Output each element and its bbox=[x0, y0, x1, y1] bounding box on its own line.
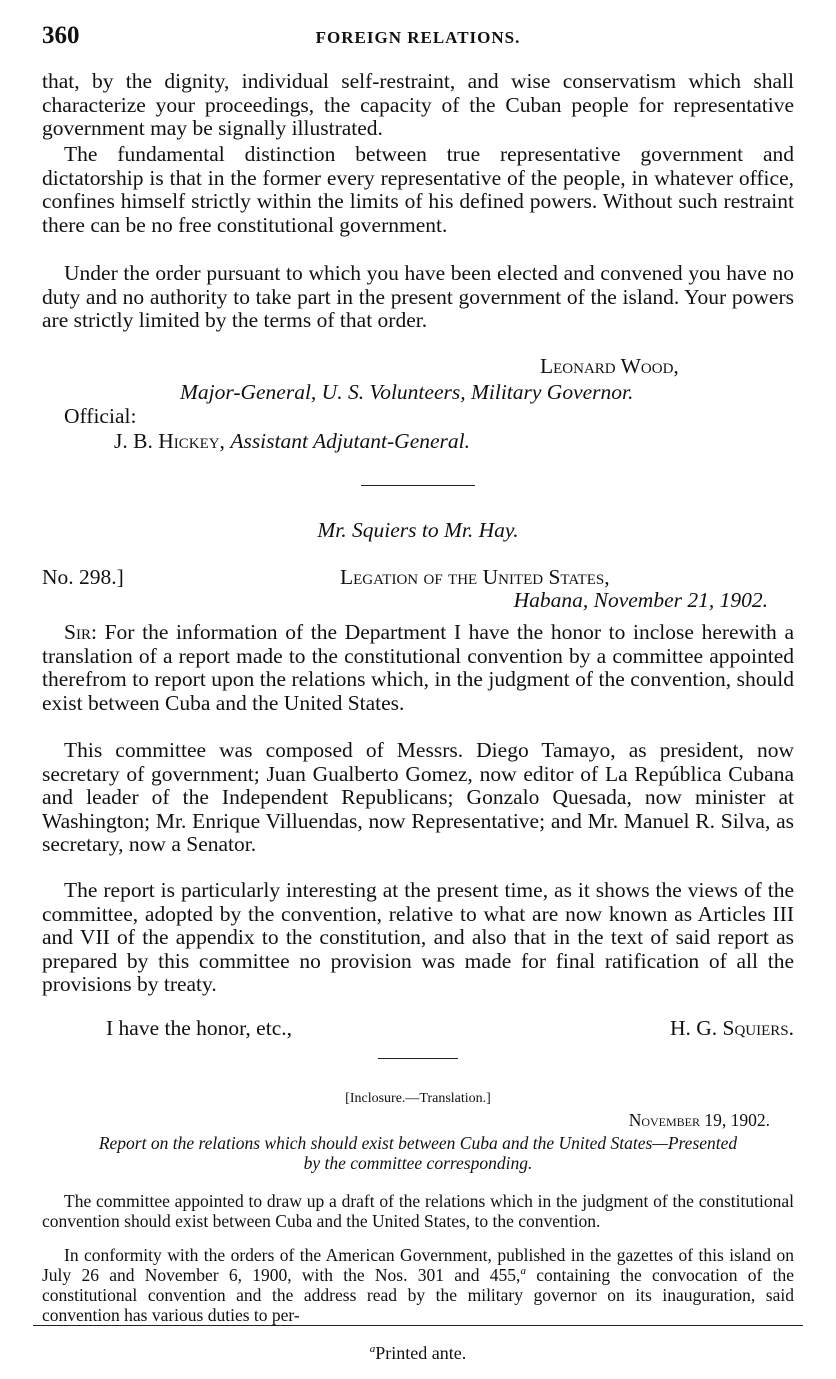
signature-title-wood: Major-General, U. S. Volunteers, Military Governor. bbox=[180, 380, 634, 404]
inclosure-label: [Inclosure.—Translation.] bbox=[345, 1091, 491, 1106]
paragraph-6: The report is particularly interesting at the present time, as it shows the views of the committee, adopted by the convention, relative to what are now known as Articles III and VII of the appendix to the constitution, and also that in the text of said report as prepared by this committee no provision was made for final ratification of all the provisions by treaty. bbox=[42, 878, 794, 996]
section-divider-1 bbox=[361, 485, 475, 486]
letter-heading: Mr. Squiers to Mr. Hay. bbox=[317, 518, 519, 542]
footnote-rule bbox=[33, 1325, 803, 1326]
paragraph-3: Under the order pursuant to which you have been elected and convened you have no duty and no authority to take part in the present government of the island. Your powers are strictly limited by the terms of that order. bbox=[42, 261, 794, 332]
inclosure-date: November 19, 1902. bbox=[628, 1110, 770, 1130]
footnote-marker: a bbox=[369, 1343, 376, 1355]
salutation: Sir: bbox=[64, 620, 97, 644]
running-title: FOREIGN RELATIONS. bbox=[315, 28, 521, 47]
footnote-text: Printed ante. bbox=[375, 1343, 467, 1363]
official-name: J. B. Hickey, bbox=[114, 429, 225, 453]
paragraph-8-text: In conformity with the orders of the American Government, published in the gazettes of this island on July 26 and November 6, 1900, with the Nos. 301 and 455, bbox=[42, 1245, 794, 1285]
paragraph-7: The committee appointed to draw up a draft of the relations which in the judgment of the constitutional convention should exist between Cuba and the United States, to the convention. bbox=[42, 1191, 794, 1231]
footnote-reference: a bbox=[520, 1265, 526, 1278]
report-title-line-2: by the committee corresponding. bbox=[303, 1153, 533, 1173]
paragraph-8 bbox=[42, 1245, 794, 1325]
official-label: Official: bbox=[64, 404, 137, 428]
place-date: Habana, November 21, 1902. bbox=[513, 588, 768, 612]
paragraph-4-text: For the information of the Department I have the honor to inclose herewith a translation of a report made to the constitutional convention by a committee appointed therefrom to report upon the relations which, in the judgment of the convention, should exist between Cuba and the United States. bbox=[42, 620, 794, 715]
page-header bbox=[42, 22, 794, 56]
paragraph-2: The fundamental distinction between true representative government and dictatorship is that in the former every representative of the people, in whatever office, confines himself strictly within the limits of his defined powers. Without such restraint there can be no free constitutional government. bbox=[42, 142, 794, 237]
dispatch-number: No. 298.] bbox=[42, 565, 124, 589]
paragraph-5: This committee was composed of Messrs. Diego Tamayo, as president, now secretary of government; Juan Gualberto Gomez, now editor of La República Cubana and leader of the Independent Republicans; Gonzalo Quesada, now minister at Washington; Mr. Enrique Villuendas, now Representative; and Mr. Manuel R. Silva, as secretary, now a Senator. bbox=[42, 738, 794, 856]
paragraph-1: that, by the dignity, individual self-restraint, and wise conservatism which shall characterize your proceedings, the capacity of the Cuban people for representative government may be signally illustrated. bbox=[42, 69, 794, 140]
page-number: 360 bbox=[42, 22, 80, 49]
legation-line: Legation of the United States, bbox=[340, 565, 610, 589]
paragraph-4 bbox=[42, 621, 794, 715]
official-title: Assistant Adjutant-General. bbox=[230, 429, 470, 453]
closing: I have the honor, etc., bbox=[106, 1016, 292, 1040]
footnote bbox=[0, 1343, 836, 1364]
official-signature bbox=[114, 430, 794, 454]
report-title-line-1: Report on the relations which should exist between Cuba and the United States—Presented bbox=[98, 1133, 738, 1153]
signature-name-wood: Leonard Wood, bbox=[540, 354, 679, 378]
section-divider-2 bbox=[378, 1058, 458, 1059]
paragraph-8-tail: containing the convocation of the constitutional convention and the address read by the military governor on its inauguration, said convention has various duties to per- bbox=[42, 1265, 794, 1325]
signature-squiers: H. G. Squiers. bbox=[669, 1016, 794, 1040]
